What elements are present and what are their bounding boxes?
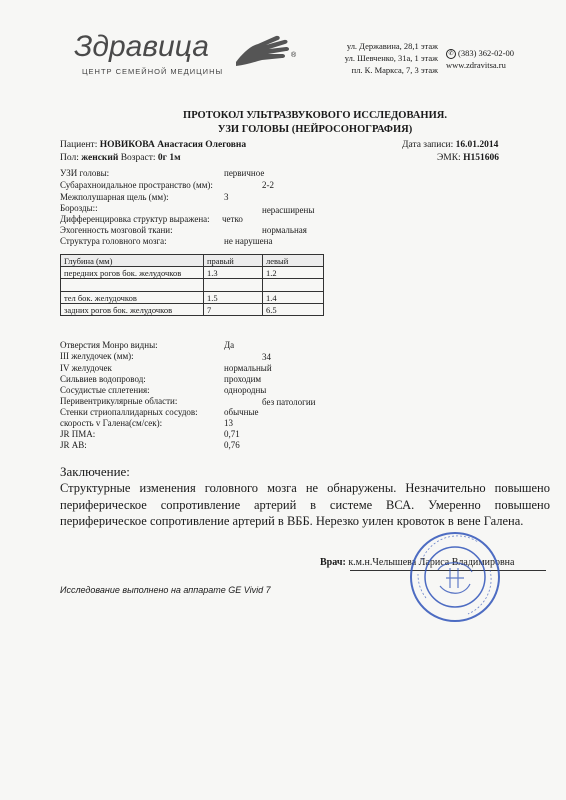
sex-value: женский xyxy=(81,153,119,163)
finding-value: 3 xyxy=(224,192,229,202)
emk-value: Н151606 xyxy=(463,153,499,163)
logo-wordmark: Здравица xyxy=(74,30,209,63)
finding-value: проходим xyxy=(224,374,262,384)
table-row xyxy=(61,304,324,316)
hand-logo-icon xyxy=(232,32,292,68)
finding-label: Сосудистые сплетения: xyxy=(60,385,150,395)
conclusion-title: Заключение: xyxy=(60,464,130,479)
finding-value: первичное xyxy=(224,168,265,178)
record-date-line xyxy=(402,140,498,150)
table-cell: 1.2 xyxy=(263,267,324,279)
emk-label: ЭМК: xyxy=(437,153,461,163)
finding-label: III желудочек (мм): xyxy=(60,351,134,361)
clinic-contacts xyxy=(446,47,514,71)
finding-label: УЗИ головы: xyxy=(60,168,110,178)
table-header: правый xyxy=(204,255,263,267)
table-cell: передних рогов бок. желудочков xyxy=(61,267,204,279)
finding-label: JR ПМА: xyxy=(60,429,96,439)
address-line: ул. Державина, 28,1 этаж xyxy=(346,41,438,51)
patient-label: Пациент: xyxy=(60,140,98,150)
table-row xyxy=(61,279,324,292)
finding-value: нормальная xyxy=(262,225,307,235)
finding-label: Межполушарная щель (мм): xyxy=(60,192,169,202)
address-line: ул. Шевченко, 31а, 1 этаж xyxy=(344,53,438,63)
sex-label: Пол: xyxy=(60,153,79,163)
registered-mark: ® xyxy=(291,52,297,59)
finding-value: однородны xyxy=(224,385,267,395)
clinic-logo xyxy=(72,30,312,80)
finding-label: IV желудочек xyxy=(60,363,112,373)
ventricle-depth-table xyxy=(60,254,324,316)
table-cell xyxy=(204,279,263,292)
sex-age-line xyxy=(60,153,181,163)
finding-label: Перивентрикулярные области: xyxy=(60,396,178,406)
address-line: пл. К. Маркса, 7, 3 этаж xyxy=(351,65,438,75)
table-cell: 1.3 xyxy=(204,267,263,279)
age-label: Возраст: xyxy=(120,153,156,163)
finding-value: 2-2 xyxy=(262,180,274,190)
finding-value: Да xyxy=(224,340,235,350)
table-cell: 6.5 xyxy=(263,304,324,316)
table-cell xyxy=(263,279,324,292)
finding-label: скорость v Галена(см/сек): xyxy=(60,418,163,428)
table-cell: 1.4 xyxy=(263,292,324,304)
record-date: 16.01.2014 xyxy=(455,140,499,150)
table-cell: задних рогов бок. желудочков xyxy=(61,304,204,316)
date-label: Дата записи: xyxy=(402,140,454,150)
finding-label: Дифференцировка структур выражена: xyxy=(60,214,210,224)
table-row xyxy=(61,292,324,304)
title-line: УЗИ ГОЛОВЫ (НЕЙРОСОНОГРАФИЯ) xyxy=(217,124,413,135)
finding-label: Эхогенность мозговой ткани: xyxy=(60,225,173,235)
finding-value: нерасширены xyxy=(262,205,315,215)
finding-label: Сильвиев водопровод: xyxy=(60,374,146,384)
finding-value: 34 xyxy=(262,352,271,362)
table-cell xyxy=(61,279,204,292)
conclusion-text: Структурные изменения головного мозга не обнаружены. Незначительно повышено периферическое сопротивление артерий в системе ВСА. Умеренно повышено периферическое сопротивление артерий в ВББ. Нерезко уилен кровоток в вене Галена. xyxy=(60,481,550,528)
title-line: ПРОТОКОЛ УЛЬТРАЗВУКОВОГО ИССЛЕДОВАНИЯ. xyxy=(183,110,447,121)
doctor-name: к.м.н.Челышева Лариса Владимировна xyxy=(348,557,515,568)
table-cell: 1.5 xyxy=(204,292,263,304)
finding-value: 13 xyxy=(224,418,233,428)
finding-value: 0,71 xyxy=(224,429,240,439)
document-title xyxy=(80,109,550,137)
table-row xyxy=(61,267,324,279)
doctor-label: Врач: xyxy=(320,557,346,568)
clinic-addresses xyxy=(318,40,438,76)
finding-value: не нарушена xyxy=(224,236,273,246)
logo-subtitle: ЦЕНТР СЕМЕЙНОЙ МЕДИЦИНЫ xyxy=(82,67,224,76)
table-header: Глубина (мм) xyxy=(61,255,204,267)
age-value: 0г 1м xyxy=(157,153,181,163)
phone-number: (383) 362-02-00 xyxy=(458,48,514,58)
finding-value: четко xyxy=(222,214,243,224)
emk-line xyxy=(437,153,499,163)
table-cell: 7 xyxy=(204,304,263,316)
device-note: Исследование выполнено на аппарате GE Vivid 7 xyxy=(60,585,271,595)
finding-label: Борозды:: xyxy=(60,203,98,213)
finding-label: Стенки стриопаллидарных сосудов: xyxy=(60,407,198,417)
table-header: левый xyxy=(263,255,324,267)
finding-value: 0,76 xyxy=(224,440,240,450)
finding-label: Отверстия Монро видны: xyxy=(60,340,158,350)
finding-label: Структура головного мозга: xyxy=(60,236,167,246)
table-header-row xyxy=(61,255,324,267)
patient-line xyxy=(60,140,246,150)
website-link[interactable]: www.zdravitsa.ru xyxy=(446,60,506,71)
finding-value: обычные xyxy=(224,407,259,417)
finding-value: без патологии xyxy=(262,397,316,407)
doctor-stamp-icon xyxy=(408,530,502,624)
table-cell: тел бок. желудочков xyxy=(61,292,204,304)
finding-value: нормальный xyxy=(224,363,272,373)
phone-icon: ✆ xyxy=(446,49,456,59)
finding-label: JR АВ: xyxy=(60,440,87,450)
finding-label: Субарахноидальное пространство (мм): xyxy=(60,180,213,190)
patient-name: НОВИКОВА Анастасия Олеговна xyxy=(99,140,247,150)
